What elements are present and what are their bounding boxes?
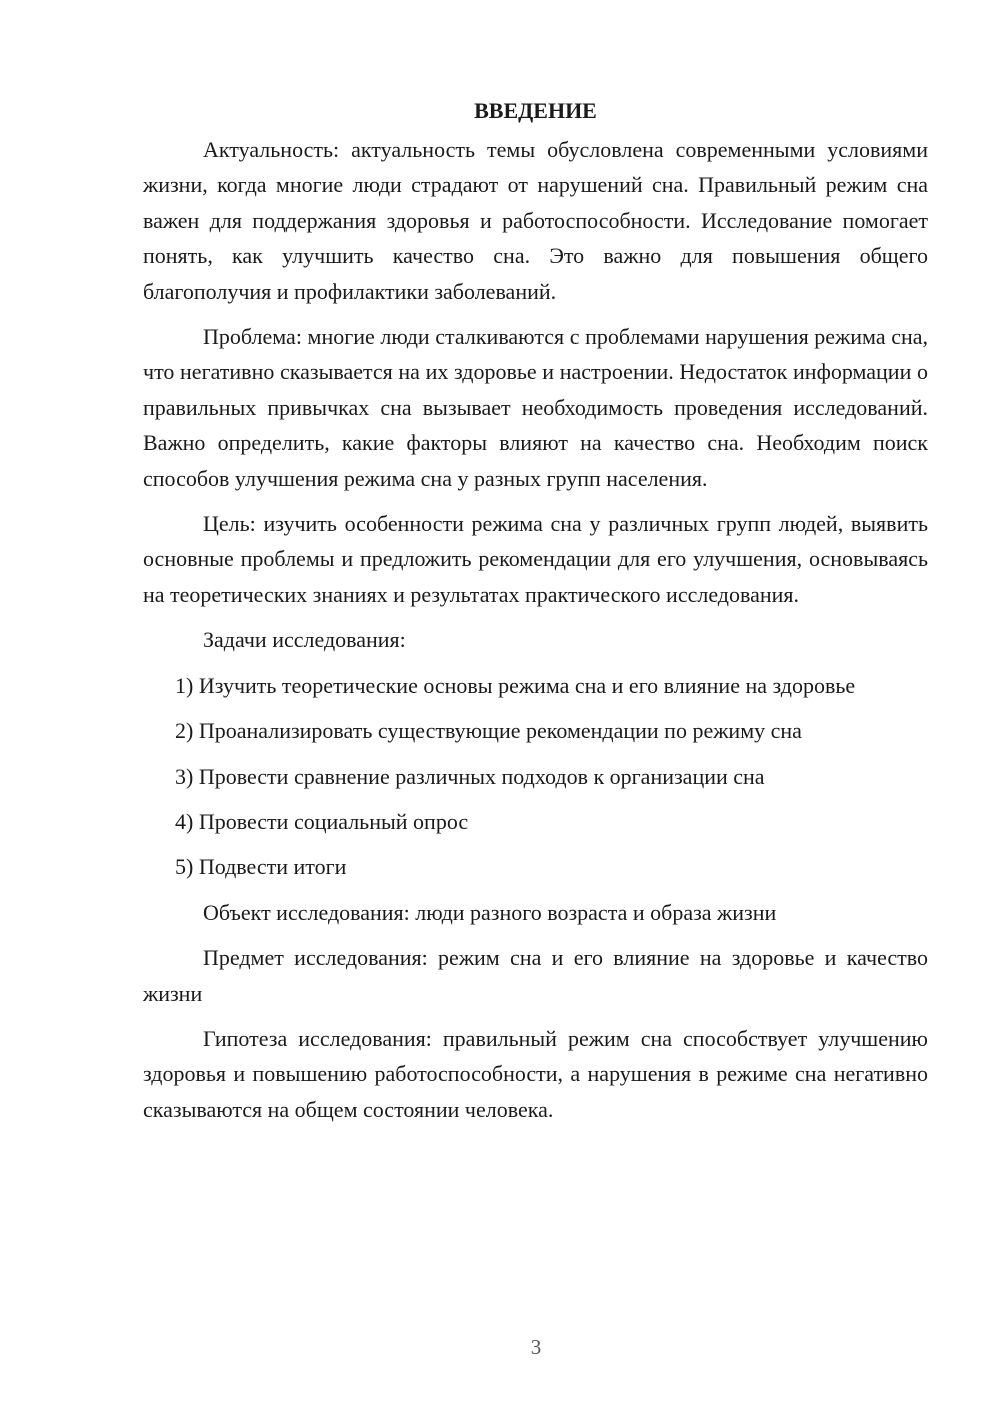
task-item-5: 5) Подвести итоги	[175, 854, 347, 880]
task-item-2: 2) Проанализировать существующие рекомендации по режиму сна	[175, 718, 802, 744]
page-number: 3	[530, 1335, 542, 1359]
task-item-1: 1) Изучить теоретические основы режима сна и его влияние на здоровье	[175, 672, 856, 698]
task-item-4: 4) Провести социальный опрос	[175, 808, 469, 834]
object-paragraph: Объект исследования: люди разного возраста и образа жизни	[203, 899, 777, 925]
relevance-paragraph: Актуальность: актуальность темы обусловлена современными условиями жизни, когда многие люди страдают от нарушений сна. Правильный режим сна важен для поддержания здоровья и работоспособности. Исследование помогает понять, как улучшить качество сна. Это важно для повышения общего благополучия и профилактики заболеваний.	[143, 137, 928, 304]
hypothesis-paragraph: Гипотеза исследования: правильный режим сна способствует улучшению здоровья и повышению работоспособности, а нарушения в режиме сна негативно сказываются на общем состоянии человека.	[143, 1025, 928, 1122]
subject-paragraph: Предмет исследования: режим сна и его влияние на здоровье и качество жизни	[143, 945, 928, 1006]
page-content	[143, 96, 928, 1137]
tasks-heading: Задачи исследования:	[203, 627, 406, 653]
problem-paragraph: Проблема: многие люди сталкиваются с проблемами нарушения режима сна, что негативно сказывается на их здоровье и настроении. Недостаток информации о правильных привычках сна вызывает необходимость проведения исследований. Важно определить, какие факторы влияют на качество сна. Необходим поиск способов улучшения режима сна у разных групп населения.	[143, 324, 928, 491]
task-item-3: 3) Провести сравнение различных подходов к организации сна	[175, 763, 765, 789]
page-title: ВВЕДЕНИЕ	[474, 98, 597, 123]
goal-paragraph: Цель: изучить особенности режима сна у различных групп людей, выявить основные проблемы и предложить рекомендации для его улучшения, основываясь на теоретических знаниях и результатах практического исследования.	[143, 511, 928, 607]
